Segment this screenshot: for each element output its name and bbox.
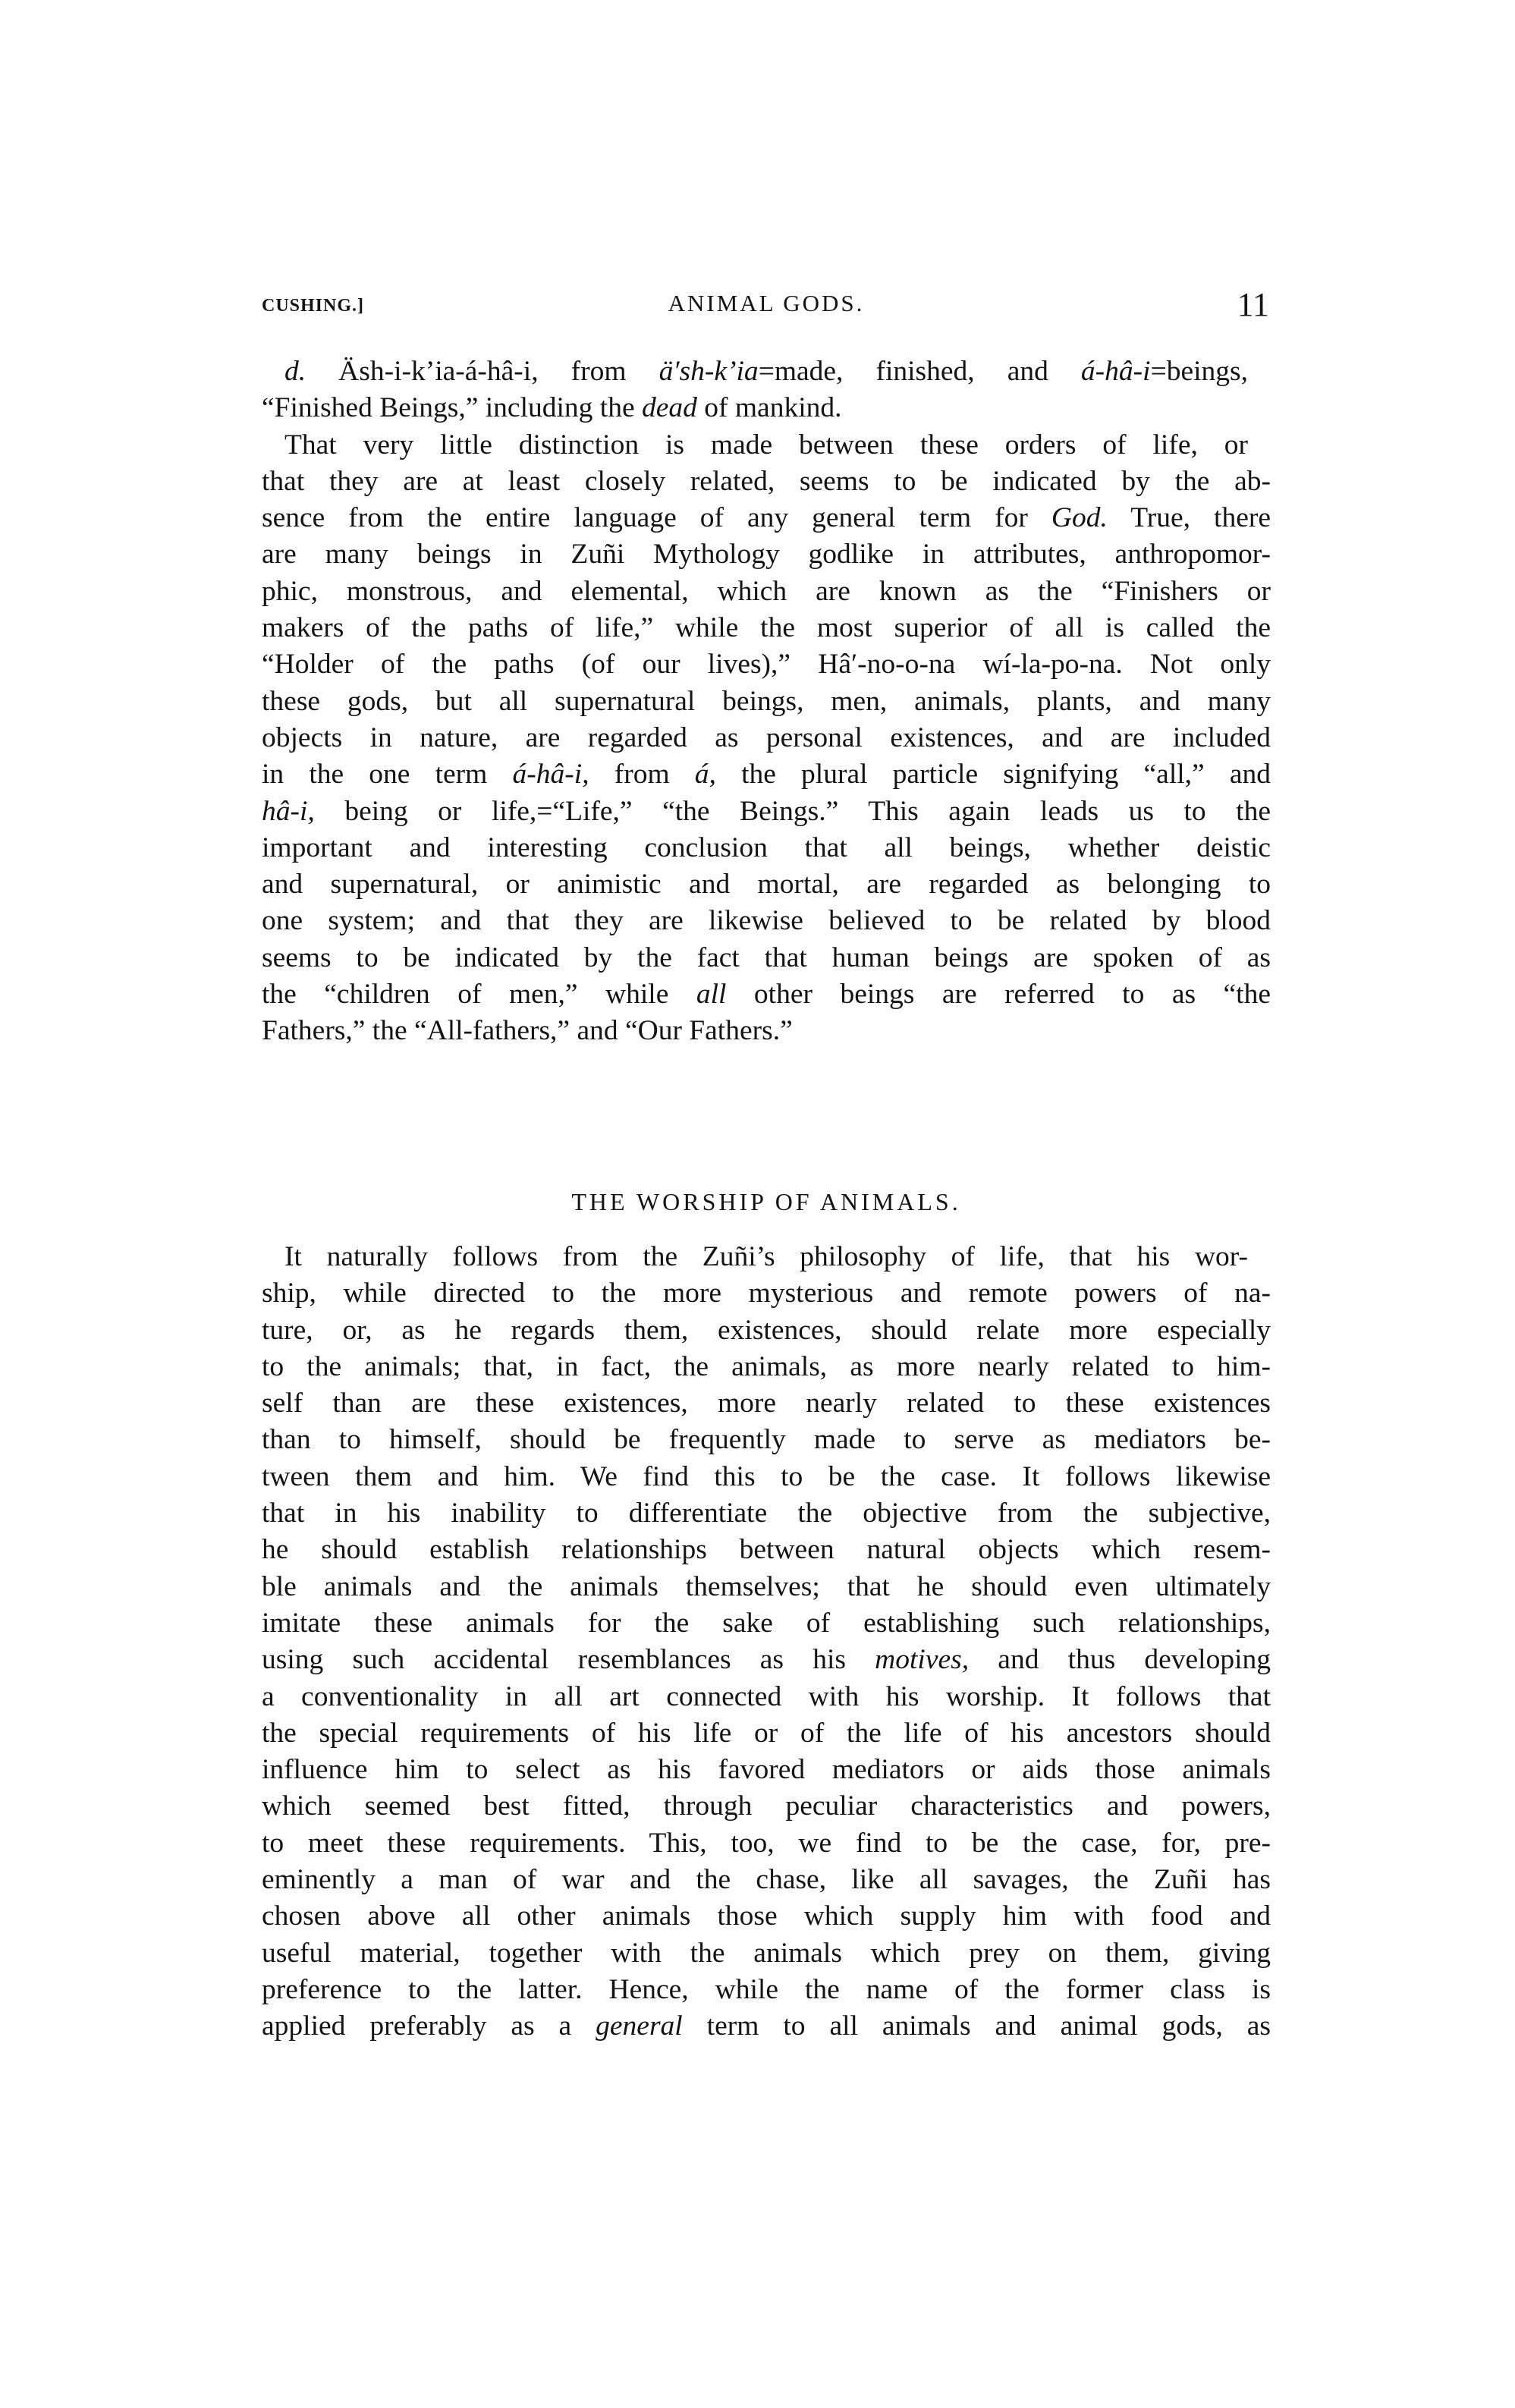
- text-line: [262, 1312, 1271, 1349]
- text-line: [262, 1642, 1271, 1678]
- text-line-content: [262, 1532, 1271, 1568]
- text-line-content: [262, 1642, 1271, 1678]
- text-run: to the animals; that, in fact, the animals, as more nearly related to him-: [262, 1350, 1271, 1382]
- text-line: [262, 1605, 1271, 1642]
- text-run: ble animals and the animals themselves; that he should even ultimately: [262, 1570, 1271, 1602]
- text-line: [262, 2008, 1271, 2045]
- italic-text: motives,: [875, 1644, 970, 1676]
- text-run: to meet these requirements. This, too, we find to be the case, for, pre-: [262, 1827, 1271, 1859]
- text-run: imitate these animals for the sake of establishing such relationships,: [262, 1607, 1271, 1639]
- text-line: [262, 646, 1271, 683]
- text-line: [262, 354, 1271, 390]
- text-line-content: [262, 1825, 1271, 1862]
- paragraph-group-worship-of-animals: [262, 1239, 1271, 2045]
- text-run: he should establish relationships between natural objects which resem-: [262, 1534, 1271, 1566]
- italic-text: general: [596, 2010, 683, 2042]
- text-run: “Finished Beings,” including the: [262, 392, 642, 424]
- text-line-content: [262, 2008, 1271, 2045]
- text-line: [262, 794, 1271, 830]
- text-line-content: [262, 1752, 1271, 1788]
- paragraph-group-animal-gods: [262, 354, 1271, 1050]
- text-run: sence from the entire language of any general term for: [262, 502, 1051, 534]
- page-number: 11: [1237, 286, 1269, 323]
- text-run: other beings are referred to as “the: [726, 979, 1271, 1011]
- text-run: which seemed best fitted, through peculiar characteristics and powers,: [262, 1790, 1271, 1822]
- text-line-content: [262, 1935, 1271, 1972]
- text-run: tween them and him. We find this to be the case. It follows likewise: [262, 1460, 1271, 1492]
- text-run: that they are at least closely related, seems to be indicated by the ab-: [262, 465, 1271, 497]
- text-line: [262, 1349, 1271, 1385]
- text-line: [262, 1679, 1271, 1715]
- text-run: =made, finished, and: [758, 356, 1081, 387]
- italic-text: á,: [694, 759, 716, 791]
- text-run: that in his inability to differentiate the objective from the subjective,: [262, 1498, 1271, 1529]
- text-run: chosen above all other animals those which supply him with food and: [262, 1900, 1271, 1932]
- text-line: [262, 940, 1271, 976]
- text-line-content: [262, 1715, 1271, 1752]
- text-run: preference to the latter. Hence, while the name of the former class is: [262, 1973, 1271, 2005]
- text-run: important and interesting conclusion that all beings, whether deistic: [262, 831, 1271, 863]
- text-run: are many beings in Zuñi Mythology godlike in attributes, anthropomor-: [262, 539, 1271, 571]
- text-line-content: [262, 1013, 1271, 1049]
- text-line-content: [262, 1605, 1271, 1642]
- running-head-author: CUSHING.]: [262, 296, 365, 316]
- text-line: [262, 574, 1271, 610]
- text-line: [262, 1239, 1271, 1275]
- text-run: from: [589, 759, 695, 791]
- text-line: [262, 536, 1271, 573]
- text-run: term to all animals and animal gods, as: [682, 2010, 1271, 2042]
- text-line-content: [262, 1495, 1271, 1532]
- text-line: [262, 830, 1271, 866]
- text-run: eminently a man of war and the chase, like all savages, the Zuñi has: [262, 1864, 1271, 1896]
- italic-text: ä′sh-k’ia: [658, 356, 759, 387]
- text-line-content: [262, 574, 1271, 610]
- italic-text: á-hâ-i,: [512, 759, 589, 791]
- text-line: [262, 1788, 1271, 1825]
- italic-text: all: [696, 979, 727, 1011]
- text-run: the “children of men,” while: [262, 979, 696, 1011]
- text-run: phic, monstrous, and elemental, which are known as the “Finishers or: [262, 575, 1271, 607]
- running-head-title: ANIMAL GODS.: [668, 290, 865, 316]
- italic-text: hâ-i,: [262, 795, 315, 827]
- text-line-content: [262, 794, 1271, 830]
- text-line: [262, 1862, 1271, 1898]
- text-run: makers of the paths of life,” while the most superior of all is called the: [262, 612, 1271, 644]
- text-line: [262, 903, 1271, 939]
- text-line: [262, 1385, 1271, 1422]
- text-run: the plural particle signifying “all,” and: [715, 759, 1271, 791]
- text-line: [262, 756, 1271, 793]
- text-line: [262, 1013, 1271, 1049]
- text-line-content: [262, 500, 1271, 536]
- text-line-content: [284, 354, 1248, 390]
- text-line: [262, 1275, 1271, 1312]
- text-run: influence him to select as his favored mediators or aids those animals: [262, 1754, 1271, 1786]
- text-line: [262, 866, 1271, 903]
- text-run: self than are these existences, more nearly related to these existences: [262, 1388, 1271, 1419]
- text-run: “Holder of the paths (of our lives),” Hâ′-no-o-na wí-la-po-na. Not only: [262, 649, 1271, 681]
- italic-text: d.: [284, 356, 306, 387]
- text-line: [262, 1935, 1271, 1972]
- text-run: useful material, together with the animals which prey on them, giving: [262, 1937, 1271, 1969]
- text-run: these gods, but all supernatural beings, men, animals, plants, and many: [262, 685, 1271, 717]
- text-run: =beings,: [1150, 356, 1248, 387]
- text-line-content: [262, 1422, 1271, 1458]
- text-run: one system; and that they are likewise believed to be related by blood: [262, 905, 1271, 937]
- text-run: of mankind.: [696, 392, 842, 424]
- text-line-content: [262, 1679, 1271, 1715]
- text-line: [262, 1972, 1271, 2008]
- text-run: True, there: [1107, 502, 1271, 534]
- text-run: Äsh-i-k’ia-á-hâ-i, from: [306, 356, 659, 387]
- text-line: [262, 1752, 1271, 1788]
- text-run: That very little distinction is made between these orders of life, or: [284, 429, 1248, 461]
- text-line: [262, 390, 1271, 426]
- text-line: [262, 464, 1271, 500]
- text-line: [262, 1715, 1271, 1752]
- text-line-content: [262, 866, 1271, 903]
- text-line-content: [284, 427, 1248, 464]
- text-run: in the one term: [262, 759, 513, 791]
- text-line: [262, 684, 1271, 720]
- text-line: [262, 1569, 1271, 1605]
- text-line: [262, 976, 1271, 1013]
- text-run: a conventionality in all art connected with his worship. It follows that: [262, 1680, 1271, 1712]
- text-run: It naturally follows from the Zuñi’s philosophy of life, that his wor-: [284, 1241, 1248, 1272]
- text-line: [262, 1898, 1271, 1935]
- text-line: [262, 1459, 1271, 1495]
- text-run: using such accidental resemblances as his: [262, 1644, 875, 1676]
- text-line-content: [262, 756, 1271, 793]
- text-line-content: [262, 1569, 1271, 1605]
- text-run: and thus developing: [969, 1644, 1271, 1676]
- text-line-content: [262, 1972, 1271, 2008]
- text-line: [262, 610, 1271, 646]
- text-line-content: [262, 390, 1271, 426]
- text-line-content: [262, 684, 1271, 720]
- text-line-content: [262, 1459, 1271, 1495]
- text-line-content: [262, 940, 1271, 976]
- text-line-content: [284, 1239, 1248, 1275]
- text-line: [262, 1495, 1271, 1532]
- text-run: than to himself, should be frequently made to serve as mediators be-: [262, 1424, 1271, 1456]
- italic-text: God.: [1051, 502, 1108, 534]
- text-run: being or life,=“Life,” “the Beings.” This again leads us to the: [314, 795, 1271, 827]
- text-line: [262, 427, 1271, 464]
- italic-text: á-hâ-i: [1080, 356, 1151, 387]
- text-run: the special requirements of his life or of the life of his ancestors should: [262, 1717, 1271, 1749]
- text-line-content: [262, 1862, 1271, 1898]
- text-line-content: [262, 1349, 1271, 1385]
- text-run: objects in nature, are regarded as personal existences, and are included: [262, 721, 1271, 753]
- text-run: applied preferably as a: [262, 2010, 596, 2042]
- text-line-content: [262, 1898, 1271, 1935]
- text-line-content: [262, 976, 1271, 1013]
- text-line: [262, 1422, 1271, 1458]
- text-run: ship, while directed to the more mysterious and remote powers of na-: [262, 1278, 1271, 1309]
- text-run: ture, or, as he regards them, existences, should relate more especially: [262, 1314, 1271, 1346]
- text-line-content: [262, 1788, 1271, 1825]
- text-line: [262, 720, 1271, 756]
- running-head: [262, 285, 1271, 328]
- text-run: Fathers,” the “All-fathers,” and “Our Fathers.”: [262, 1015, 793, 1047]
- text-line-content: [262, 1275, 1271, 1312]
- section-heading: THE WORSHIP OF ANIMALS.: [571, 1188, 961, 1215]
- text-line-content: [262, 903, 1271, 939]
- text-line: [262, 1825, 1271, 1862]
- text-line-content: [262, 646, 1271, 683]
- text-line: [262, 1532, 1271, 1568]
- text-run: seems to be indicated by the fact that human beings are spoken of as: [262, 942, 1271, 973]
- text-line-content: [262, 830, 1271, 866]
- text-line-content: [262, 536, 1271, 573]
- text-line: [262, 500, 1271, 536]
- text-line-content: [262, 610, 1271, 646]
- text-line-content: [262, 1312, 1271, 1349]
- text-line-content: [262, 720, 1271, 756]
- text-line-content: [262, 464, 1271, 500]
- italic-text: dead: [641, 392, 697, 424]
- text-line-content: [262, 1385, 1271, 1422]
- text-run: and supernatural, or animistic and mortal, are regarded as belonging to: [262, 869, 1271, 901]
